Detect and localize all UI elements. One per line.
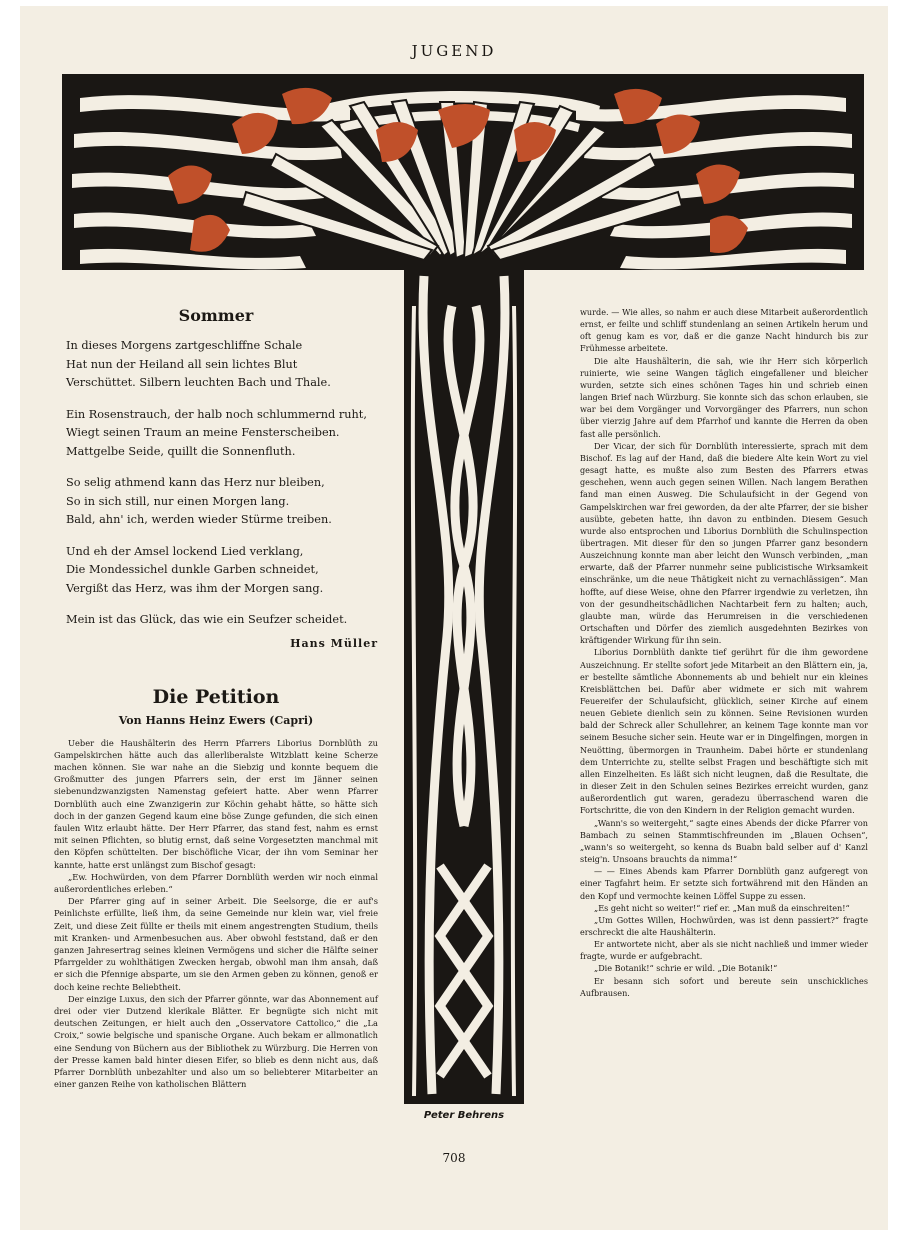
poem-stanza <box>66 406 378 462</box>
poem-stanza <box>66 337 378 393</box>
poem-title: Sommer <box>178 306 254 325</box>
story-paragraph: „Um Gottes Willen, Hochwürden, was ist denn passiert?“ fragte erschreckt die alte Haushälterin. <box>580 914 868 937</box>
story-paragraph: Ueber die Haushälterin des Herrn Pfarrers Liborius Dornblüth zu Gampelskirchen hätte auch das allerliberalste Witzblatt keine Scherze machen können. Sie war nahe an die Siebzig und konnte bequem die Großmutter des jungen Pfarrers sein, der erst im Jänner seinen siebenundzwanzigsten Namenstag gefeiert hatte. Aber wenn Pfarrer Dornblüth auch eine Zwanzigerin zur Köchin gehabt hätte, so hätte sich doch in der ganzen Gegend kaum eine böse Zunge gefunden, die sich einen faulen Witz erlaubt hätte. Der Herr Pfarrer, das stand fest, nahm es ernst mit seinen Pflichten, so blutig ernst, daß seine Vorgesetzten manchmal mit den Köpfen schüttelten. Der bischöfliche Vicar, der ihn vom Seminar her kannte, hatte erst unlängst zum Bischof gesagt: <box>54 737 378 870</box>
story-paragraph: Der Vicar, der sich für Dornblüth interessierte, sprach mit dem Bischof. Es lag auf der Hand, daß die biedere Alte kein Wort zu viel gesagt hatte, es mußte also zum Besten des Pfarrers etwas geschehen, wenn auch gegen seinen Willen. Nach langem Berathen fand man einen Ausweg. Die Schulaufsicht in der Gegend von Gampelskirchen war frei geworden, da der alte Pfarrer, der sie bisher ausübte, gebeten hatte, ihn davon zu entbinden. Diesem Gesuch wurde also entsprochen und Liborius Dornblüth die Schulinspection übertragen. Mit dieser für den so jungen Pfarrer ganz besondern Auszeichnung konnte man aber leicht den Wunsch verbinden, „man erwarte, daß der Pfarrer nunmehr seine publicistische Wirksamkeit einschränke, um die neue Thätigkeit nicht zu vernachlässigen“. Man hoffte, auf diese Weise, ohne den Pfarrer irgendwie zu verletzen, ihn von der gesundheitschädlichen Nachtarbeit fern zu halten; auch, glaubte man, würde das Herumreisen in die verschiedenen Ortschaften und Dörfer des ziemlich ausgedehnten Bezirkes von kräftigender Wirkung für ihn sein. <box>580 440 868 646</box>
poem-line: So selig athmend kann das Herz nur bleiben, <box>66 476 325 489</box>
poem-author: Hans Müller <box>290 636 378 650</box>
story-paragraph: Der einzige Luxus, den sich der Pfarrer gönnte, war das Abonnement auf drei oder vier Dutzend klerikale Blätter. Er begnügte sich nicht mit deutschen Zeitungen, er hielt auch den „Osservatore Cattolico,“ die „La Croix,“ sowie belgische und spanische Organe. Auch bekam er allmonatlich eine Sendung von Büchern aus der Bibliothek zu Würzburg. Die Herren von der Presse kamen bald hinter diesen Eifer, so blieb es denn nicht aus, daß Pfarrer Dornblüth unbezahlter und also um so beliebterer Mitarbeiter an einer ganzen Reihe von katholischen Blättern <box>54 993 378 1090</box>
poem-line: Wiegt seinen Traum an meine Fensterscheiben. <box>66 426 340 439</box>
poem-line: So in sich still, nur einen Morgen lang. <box>66 494 290 508</box>
poem-line: Vergißt das Herz, was ihm der Morgen sang. <box>66 581 324 595</box>
magazine-page <box>20 6 888 1230</box>
poem-line: Bald, ahn' ich, werden wieder Stürme treiben. <box>66 513 332 526</box>
poem-line: Verschüttet. Silbern leuchten Bach und Thale. <box>66 376 331 389</box>
story-paragraph: „Ew. Hochwürden, von dem Pfarrer Dornblüth werden wir noch einmal außerordentliches erleben.“ <box>54 871 378 894</box>
poem-line: Hat nun der Heiland all sein lichtes Blut <box>66 357 298 371</box>
story-paragraph: „Es geht nicht so weiter!“ rief er. „Man muß da einschreiten!“ <box>594 902 850 913</box>
story-paragraph: — — Eines Abends kam Pfarrer Dornblüth ganz aufgeregt von einer Tagfahrt heim. Er setzte sich fortwährend mit den Händen an den Kopf und vermochte keinen Löffel Suppe zu essen. <box>580 866 868 901</box>
left-column <box>54 306 378 1090</box>
poem-line: Und eh der Amsel lockend Lied verklang, <box>66 544 304 558</box>
story-paragraph: „Die Botanik!“ schrie er wild. „Die Botanik!“ <box>594 963 778 974</box>
poem-line: In dieses Morgens zartgeschliffne Schale <box>66 339 303 352</box>
story-paragraph: Er besann sich sofort und bereute sein unschickliches Aufbrausen. <box>580 975 868 998</box>
poem-stanza <box>66 474 378 530</box>
story-paragraph: Die alte Haushälterin, die sah, wie ihr Herr sich körperlich ruinierte, wie seine Wangen täglich eingefallener und bleicher wurden, setzte sich eines schönen Tages hin und schrieb einen langen Brief nach Würzburg. Sie konnte sich das schon erlauben, sie war bei dem Vorgänger und Vorvorgänger des Pfarrers, nun schon über vierzig Jahre auf dem Pfarrhof und kannte die Herren da oben fast alle persönlich. <box>580 355 868 439</box>
story-byline: Von Hanns Heinz Ewers (Capri) <box>118 713 314 727</box>
poem-line: Mein ist das Glück, das wie ein Seufzer scheidet. <box>66 613 348 626</box>
poem-line: Ein Rosenstrauch, der halb noch schlummernd ruht, <box>66 407 367 421</box>
poem-line: Die Mondessichel dunkle Garben schneidet, <box>66 563 319 576</box>
story-paragraph: Er antwortete nicht, aber als sie nicht nachließ und immer wieder fragte, wurde er aufgebracht. <box>580 939 868 962</box>
right-column <box>580 306 868 999</box>
poem-stanza <box>66 543 378 599</box>
story-title: Die Petition <box>152 685 280 708</box>
story-paragraph: „Wann's so weitergeht,“ sagte eines Abends der dicke Pfarrer von Bambach zu seinen Stammtischfreunden im „Blauen Ochsen“, „wann's so weitergeht, so kenna ds Buabn bald selber auf d' Kanzl steig'n. Unsoans brauchts da nimma!“ <box>580 817 868 865</box>
masthead-title: JUGEND <box>411 42 497 60</box>
story-paragraph: wurde. — Wie alles, so nahm er auch diese Mitarbeit außerordentlich ernst, er feilte und schliff stundenlang an seinen Artikeln herum und oft genug kam es vor, daß er die ganze Nacht hindurch bis zur Frühmesse arbeitete. <box>580 307 868 354</box>
illustration-credit: Peter Behrens <box>423 1110 505 1121</box>
poem-stanza <box>66 611 378 630</box>
page-number: 708 <box>442 1151 466 1165</box>
story-paragraph: Der Pfarrer ging auf in seiner Arbeit. Die Seelsorge, die er auf's Peinlichste erfüllte, ließ ihm, da seine Gemeinde nur klein war, viel freie Zeit, und diese Zeit füllte er theils mit einem angestrengten Studium, theils mit Kranken- und Armenbesuchen aus. Aber obwohl feststand, daß er den ganzen Jahresertrag seines kleinen Vermögens und sicher die Hälfte seiner Pfarrgelder zu wohlthätigen Zwecken hergab, obwohl man ihm ansah, daß er sich die Pfennige absparte, um sie den Armen geben zu können, genoß er doch keine rechte Beliebtheit. <box>54 896 378 992</box>
poem-line: Mattgelbe Seide, quillt die Sonnenfluth. <box>66 444 296 458</box>
story-paragraph: Liborius Dornblüth dankte tief gerührt für die ihm gewordene Auszeichnung. Er stellte sofort jede Mitarbeit an den Blättern ein, ja, er bestellte sämtliche Abonnements ab und behielt nur ein kleines Kreisblättchen bei. Dafür aber widmete er sich mit wahrem Feuereifer der Schulaufsicht, glücklich, seiner Kirche auf einem neuen Gebiete dienlich sein zu können. Seine Revisionen wurden bald der Schreck aller Schullehrer, an keinem Tage konnte man vor seinem Besuche sicher sein. Heute war er in Dingelfingen, morgen in Neuötting, übermorgen in Traunheim. Dabei hörte er stundenlang dem Unterrichte zu, stellte selbst Fragen und beschäftigte sich mit allen Einzelheiten. Es läßt sich nicht leugnen, daß die Resultate, die in dieser Zeit in den Schulen seines Bezirkes erreicht wurden, ganz außerordentlich gut waren, geradezu überraschend waren die Fortschritte, die von den Kindern in der Religion gemacht wurden. <box>580 647 868 816</box>
